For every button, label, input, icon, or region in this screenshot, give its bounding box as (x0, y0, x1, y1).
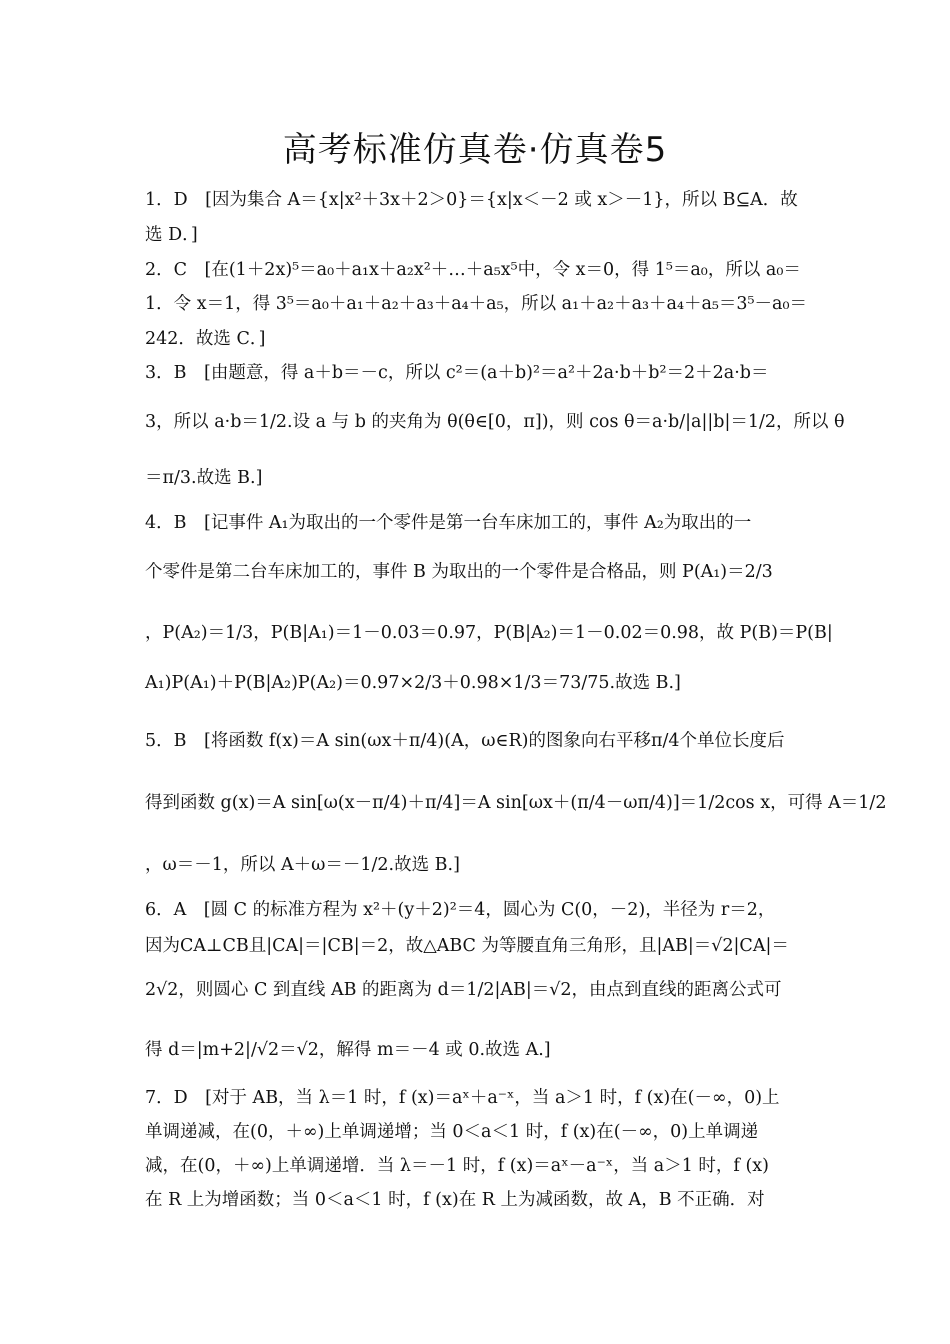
text-line: ＝π/3.故选 B.] (145, 468, 263, 488)
text-line: 因为CA⊥CB且|CA|＝|CB|＝2，故△ABC 为等腰直角三角形，且|AB|＝√2|CA|＝ (145, 936, 789, 956)
text-line: 7．D [对于 AB，当 λ＝1 时，f (x)＝aˣ＋a⁻ˣ，当 a＞1 时，f (x)在(－∞，0)上 (145, 1088, 780, 1108)
text-line: 1．D [因为集合 A＝{x|x²＋3x＋2＞0}＝{x|x＜－2 或 x＞－1}，所以 B⊆A．故 (145, 190, 798, 210)
text-line: 2．C [在(1＋2x)⁵＝a₀＋a₁x＋a₂x²＋…＋a₅x⁵中，令 x＝0，得 1⁵＝a₀，所以 a₀＝ (145, 260, 801, 280)
text-line: 6．A [圆 C 的标准方程为 x²＋(y＋2)²＝4，圆心为 C(0，－2)，半径为 r＝2， (145, 900, 776, 920)
text-line: 选 D．] (145, 225, 198, 245)
text-line: ，P(A₂)＝1/3，P(B|A₁)＝1－0.03＝0.97，P(B|A₂)＝1－0.02＝0.98，故 P(B)＝P(B| (145, 623, 833, 643)
text-line: 个零件是第二台车床加工的，事件 B 为取出的一个零件是合格品，则 P(A₁)＝2/3 (145, 562, 773, 582)
text-line: 得到函数 g(x)＝A sin[ω(x－π/4)＋π/4]＝A sin[ωx＋(π/4－ωπ/4)]＝1/2cos x，可得 A＝1/2 (145, 793, 887, 813)
page-title: 高考标准仿真卷·仿真卷5 (282, 130, 668, 170)
text-line: 2√2，则圆心 C 到直线 AB 的距离为 d＝1/2|AB|＝√2，由点到直线的距离公式可 (145, 980, 782, 1000)
text-line: 5．B [将函数 f(x)＝A sin(ωx＋π/4)(A，ω∈R)的图象向右平移π/4个单位长度后 (145, 731, 785, 751)
text-line: ，ω＝－1，所以 A＋ω＝－1/2.故选 B.] (145, 855, 460, 875)
text-line: 4．B [记事件 A₁为取出的一个零件是第一台车床加工的，事件 A₂为取出的一 (145, 513, 752, 533)
text-line: 3，所以 a·b＝1/2.设 a 与 b 的夹角为 θ(θ∈[0，π])，则 cos θ＝a·b/|a||b|＝1/2，所以 θ (145, 412, 845, 432)
text-line: 减，在(0，＋∞)上单调递增．当 λ＝－1 时，f (x)＝aˣ－a⁻ˣ，当 a＞1 时，f (x) (145, 1156, 769, 1176)
text-line: 242．故选 C．] (145, 329, 266, 349)
text-line: 单调递减，在(0，＋∞)上单调递增；当 0＜a＜1 时，f (x)在(－∞，0)上单调递 (145, 1122, 759, 1142)
text-line: 3．B [由题意，得 a＋b＝－c，所以 c²＝(a＋b)²＝a²＋2a·b＋b²＝2＋2a·b＝ (145, 363, 769, 383)
text-line: A₁)P(A₁)＋P(B|A₂)P(A₂)＝0.97×2/3＋0.98×1/3＝73/75.故选 B.] (145, 673, 681, 693)
text-line: 在 R 上为增函数；当 0＜a＜1 时，f (x)在 R 上为减函数，故 A，B 不正确．对 (145, 1190, 765, 1210)
text-line: 得 d＝|m+2|/√2＝√2，解得 m＝－4 或 0.故选 A.] (145, 1040, 551, 1060)
text-line: 1．令 x＝1，得 3⁵＝a₀＋a₁＋a₂＋a₃＋a₄＋a₅，所以 a₁＋a₂＋a₃＋a₄＋a₅＝3⁵－a₀＝ (145, 294, 808, 314)
